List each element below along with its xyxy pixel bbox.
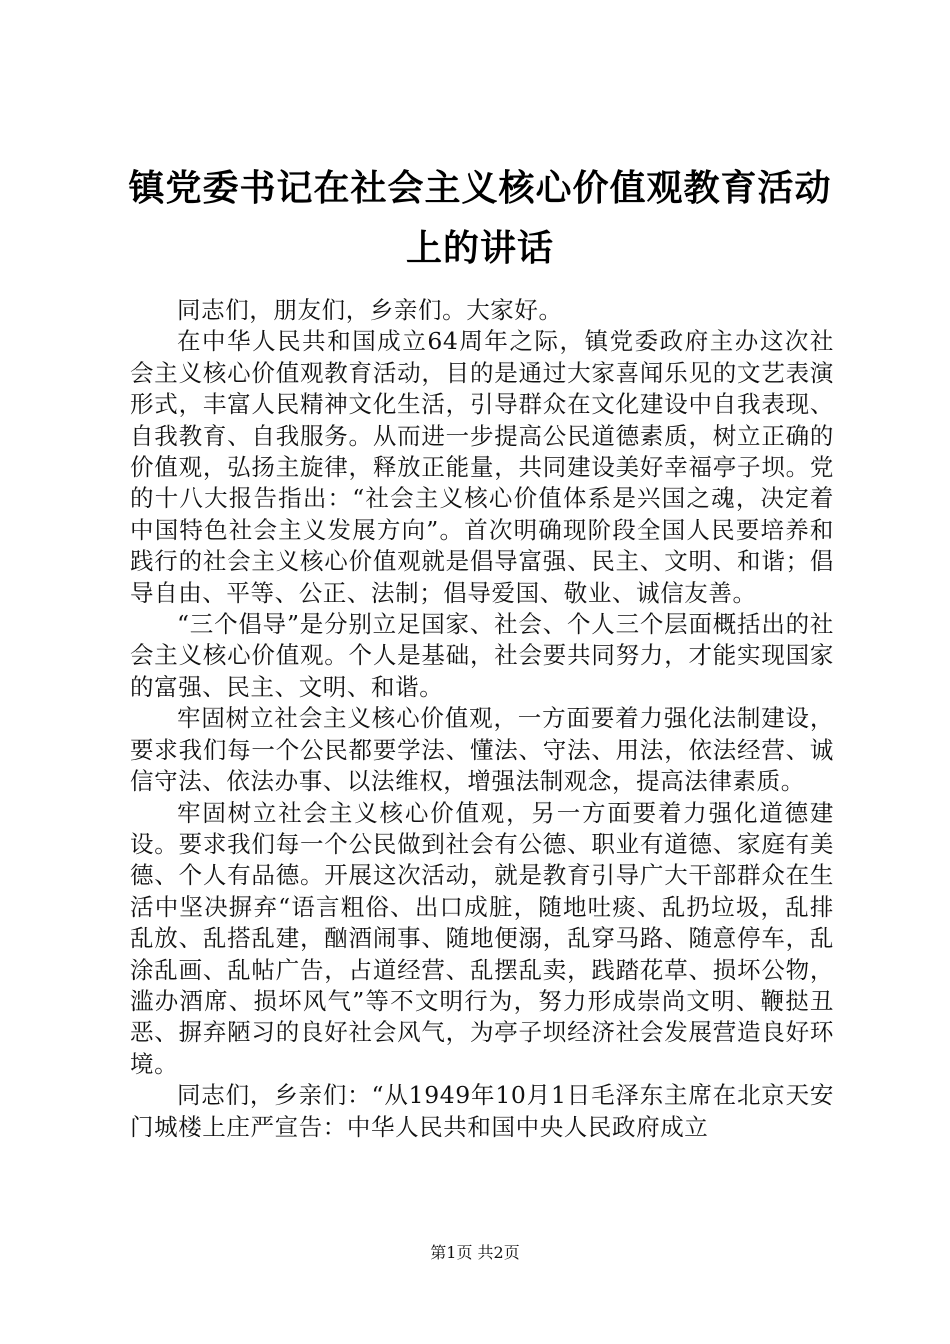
page-number-footer: 第1页 共2页 <box>430 1243 520 1262</box>
document-title: 镇党委书记在社会主义核心价值观教育活动上的讲话 <box>128 167 832 269</box>
paragraph-three-advocacies: “三个倡导”是分别立足国家、社会、个人三个层面概括出的社会主义核心价值观。个人是基础，社会要共同努力，才能实现国家的富强、民主、文明、和谐。 <box>130 610 834 701</box>
paragraph-closing: 同志们，乡亲们：“从1949年10月1日毛泽东主席在北京天安门城楼上庄严宣告：中华人民共和国中央人民政府成立 <box>130 1081 834 1141</box>
paragraph-moral-construction: 牢固树立社会主义核心价值观，另一方面要着力强化道德建设。要求我们每一个公民做到社会有公德、职业有道德、家庭有美德、个人有品德。开展这次活动，就是教育引导广大干部群众在生活中坚决摒弃“语言粗俗、出口成脏，随地吐痰、乱扔垃圾，乱排乱放、乱搭乱建，酗酒闹事、随地便溺，乱穿马路、随意停车，乱涂乱画、乱帖广告，占道经营、乱摆乱卖，践踏花草、损坏公物，滥办酒席、损坏风气”等不文明行为，努力形成崇尚文明、鞭挞丑恶、摒弃陋习的良好社会风气，为亭子坝经济社会发展营造良好环境。 <box>130 798 834 1078</box>
paragraph-legal-construction: 牢固树立社会主义核心价值观，一方面要着力强化法制建设，要求我们每一个公民都要学法、懂法、守法、用法，依法经营、诚信守法、依法办事、以法维权，增强法制观念，提高法律素质。 <box>130 704 834 796</box>
document-body <box>130 295 834 1143</box>
paragraph-intro: 在中华人民共和国成立64周年之际，镇党委政府主办这次社会主义核心价值观教育活动，目的是通过大家喜闻乐见的文艺表演形式，丰富人民精神文化生活，引导群众在文化建设中自我表现、自我教育、自我服务。从而进一步提高公民道德素质，树立正确的价值观，弘扬主旋律，释放正能量，共同建设美好幸福亭子坝。党的十八大报告指出：“社会主义核心价值体系是兴国之魂，决定着中国特色社会主义发展方向”。首次明确现阶段全国人民要培养和践行的社会主义核心价值观就是倡导富强、民主、文明、和谐；倡导自由、平等、公正、法制；倡导爱国、敬业、诚信友善。 <box>130 327 834 607</box>
paragraph-greeting: 同志们，朋友们，乡亲们。大家好。 <box>177 296 563 324</box>
